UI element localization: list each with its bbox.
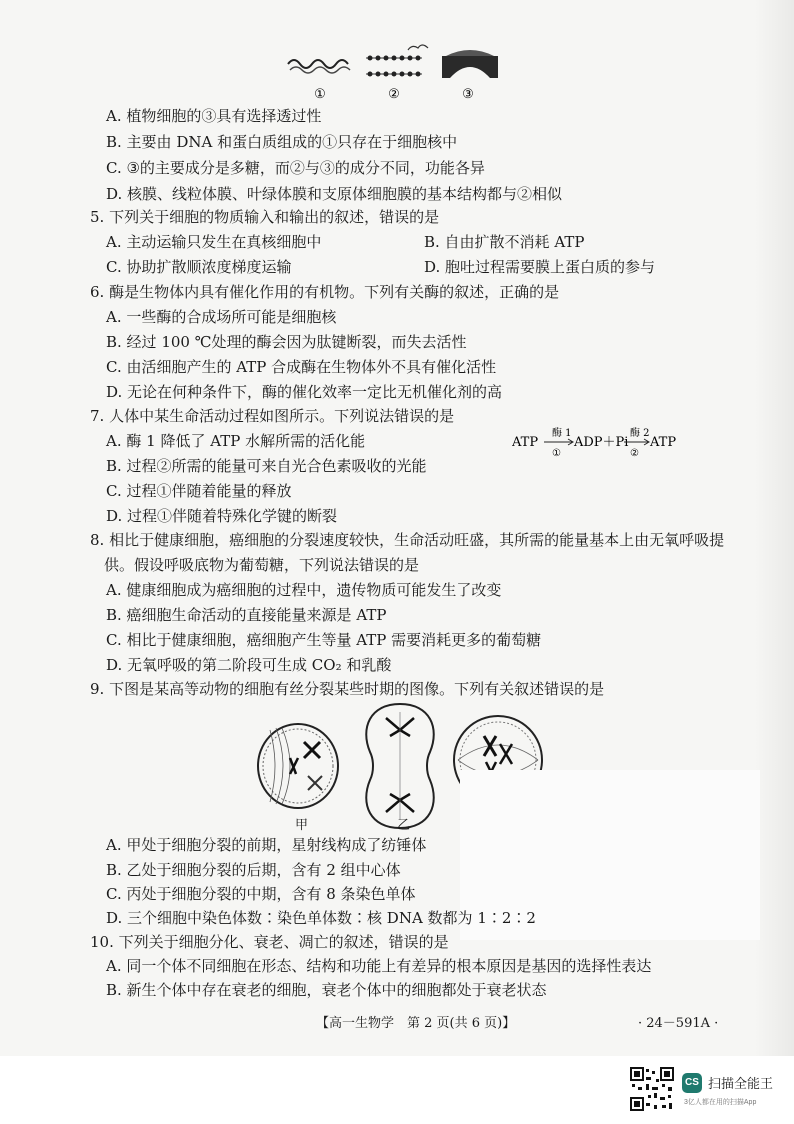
q10-option-b: B. 新生个体中存在衰老的细胞，衰老个体中的细胞都处于衰老状态 bbox=[106, 981, 547, 999]
fig-label-jia: 甲 bbox=[295, 818, 309, 833]
q6-option-d: D. 无论在何种条件下，酶的催化效率一定比无机催化剂的高 bbox=[106, 383, 503, 401]
q10-option-a: A. 同一个体不同细胞在形态、结构和功能上有差异的根本原因是基因的选择性表达 bbox=[106, 957, 652, 975]
q8-stem-line2: 供。假设呼吸底物为葡萄糖，下列说法错误的是 bbox=[104, 556, 420, 574]
q7-option-d: D. 过程①伴随着特殊化学键的断裂 bbox=[106, 507, 338, 525]
fig-top-label-1: ① bbox=[314, 87, 326, 102]
q9-option-c: C. 丙处于细胞分裂的中期，含有 8 条染色单体 bbox=[106, 885, 416, 903]
q8-stem-line1: 8. 相比于健康细胞，癌细胞的分裂速度较快，生命活动旺盛，其所需的能量基本上由无氧呼吸提 bbox=[90, 531, 725, 549]
fig-label-yi: 乙 bbox=[397, 818, 411, 833]
q8-option-b: B. 癌细胞生命活动的直接能量来源是 ATP bbox=[106, 606, 387, 624]
q4-option-b: B. 主要由 DNA 和蛋白质组成的①只存在于细胞核中 bbox=[106, 133, 458, 151]
scan-edge-shadow bbox=[754, 0, 794, 1056]
q8-option-c: C. 相比于健康细胞，癌细胞产生等量 ATP 需要消耗更多的葡萄糖 bbox=[106, 631, 542, 649]
q5-option-c: C. 协助扩散顺浓度梯度运输 bbox=[106, 258, 292, 276]
eq-left: ATP bbox=[512, 435, 539, 450]
scanner-brand-name: 扫描全能王 bbox=[708, 1076, 774, 1091]
qr-code-icon bbox=[630, 1067, 674, 1111]
cell-jia bbox=[258, 724, 338, 808]
cell-wall-structure bbox=[442, 50, 498, 78]
scan-bottom-margin bbox=[0, 1056, 794, 1124]
q5-option-a: A. 主动运输只发生在真核细胞中 bbox=[106, 233, 322, 251]
eq-enzyme1: 酶 1 bbox=[552, 428, 572, 439]
q5-option-d: D. 胞吐过程需要膜上蛋白质的参与 bbox=[424, 258, 656, 276]
q4-option-c: C. ③的主要成分是多糖，而②与③的成分不同，功能各异 bbox=[106, 159, 485, 177]
phospholipid-bilayer-structure bbox=[366, 45, 428, 77]
q9-option-a: A. 甲处于细胞分裂的前期，星射线构成了纺锤体 bbox=[106, 836, 427, 854]
q9-option-b: B. 乙处于细胞分裂的后期，含有 2 组中心体 bbox=[106, 861, 401, 879]
membrane-structures-figure bbox=[282, 40, 512, 102]
q6-option-c: C. 由活细胞产生的 ATP 合成酶在生物体外不具有催化活性 bbox=[106, 358, 497, 376]
q4-option-d: D. 核膜、线粒体膜、叶绿体膜和支原体细胞膜的基本结构都与②相似 bbox=[106, 185, 563, 203]
q8-option-d: D. 无氧呼吸的第二阶段可生成 CO₂ 和乳酸 bbox=[106, 656, 392, 674]
q5-option-b: B. 自由扩散不消耗 ATP bbox=[424, 233, 585, 251]
eq-enzyme2: 酶 2 bbox=[630, 428, 650, 439]
q7-stem: 7. 人体中某生命活动过程如图所示。下列说法错误的是 bbox=[90, 407, 455, 425]
scanner-logo-icon: CS bbox=[682, 1073, 702, 1093]
eq-step2: ② bbox=[630, 448, 639, 459]
q7-option-b: B. 过程②所需的能量可来自光合色素吸收的光能 bbox=[106, 457, 427, 475]
q9-option-d: D. 三个细胞中染色体数∶染色单体数∶核 DNA 数都为 1∶2∶2 bbox=[106, 909, 536, 927]
q6-option-b: B. 经过 100 ℃处理的酶会因为肽键断裂，而失去活性 bbox=[106, 333, 467, 351]
q6-stem: 6. 酶是生物体内具有催化作用的有机物。下列有关酶的叙述，正确的是 bbox=[90, 283, 560, 301]
fig-top-label-3: ③ bbox=[462, 87, 474, 102]
eq-right: ATP bbox=[650, 435, 677, 450]
q6-option-a: A. 一些酶的合成场所可能是细胞核 bbox=[106, 308, 337, 326]
q7-option-c: C. 过程①伴随着能量的释放 bbox=[106, 482, 292, 500]
footer-page-info: 【高一生物学 第 2 页(共 6 页)】 bbox=[316, 1016, 516, 1031]
cell-yi bbox=[366, 704, 434, 828]
q5-stem: 5. 下列关于细胞的物质输入和输出的叙述，错误的是 bbox=[90, 208, 440, 226]
eq-step1: ① bbox=[552, 448, 561, 459]
q7-option-a: A. 酶 1 降低了 ATP 水解所需的活化能 bbox=[106, 432, 366, 450]
q10-stem: 10. 下列关于细胞分化、衰老、凋亡的叙述，错误的是 bbox=[90, 933, 449, 951]
eq-middle: ADP＋Pi bbox=[574, 435, 629, 450]
footer-code: · 24－591A · bbox=[638, 1016, 719, 1031]
atp-adp-equation bbox=[512, 426, 712, 460]
q8-option-a: A. 健康细胞成为癌细胞的过程中，遗传物质可能发生了改变 bbox=[106, 581, 502, 599]
q4-option-a: A. 植物细胞的③具有选择透过性 bbox=[106, 107, 322, 125]
scanner-tagline: 3亿人都在用的扫描App bbox=[684, 1099, 757, 1106]
q9-stem: 9. 下图是某高等动物的细胞有丝分裂某些时期的图像。下列有关叙述错误的是 bbox=[90, 680, 605, 698]
fig-top-label-2: ② bbox=[388, 87, 400, 102]
